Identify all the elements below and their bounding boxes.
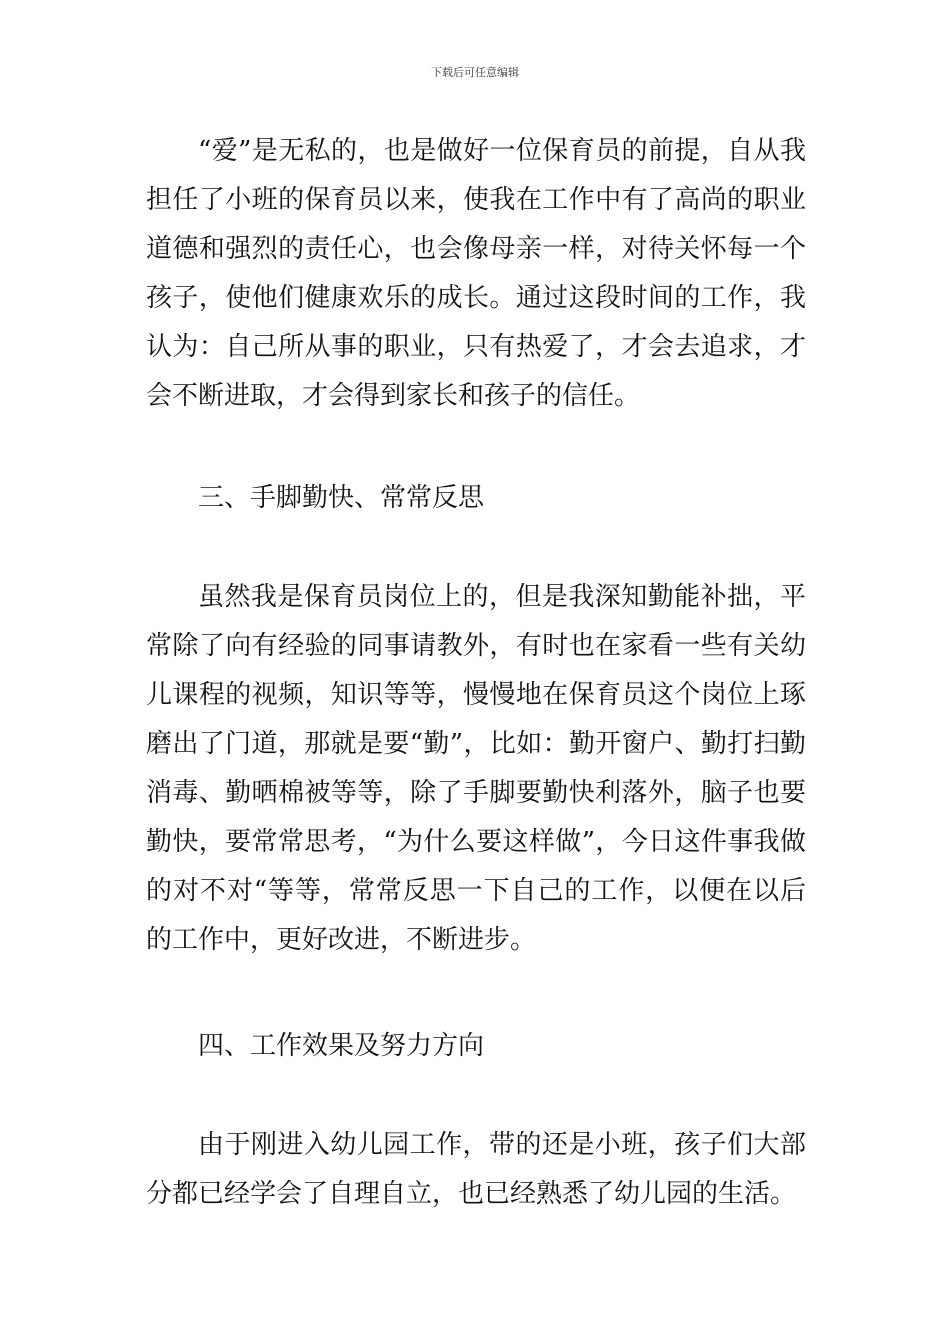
section-heading-3: [146, 474, 806, 523]
page-header: 下载后可任意编辑: [431, 66, 519, 79]
paragraph-text: “爱”是无私的，也是做好一位保育员的前提，自从我担任了小班的保育员以来，使我在工作中有了高尚的职业道德和强烈的责任心，也会像母亲一样，对待关怀每一个孩子，使他们健康欢乐的成长。通过这段时间的工作，我认为：自己所从事的职业，只有热爱了，才会去追求，才会不断进取，才会得到家长和孩子的信任。: [146, 136, 806, 411]
heading-text: 三、手脚勤快、常常反思: [198, 483, 485, 513]
heading-text: 四、工作效果及努力方向: [198, 1031, 485, 1061]
paragraph-text: 由于刚进入幼儿园工作，带的还是小班，孩子们大部分都已经学会了自理自立，也已经熟悉了幼儿园的生活。: [146, 1130, 806, 1209]
paragraph-love: [146, 127, 806, 421]
paragraph-results: [146, 1121, 806, 1219]
section-heading-4: [146, 1022, 806, 1071]
paragraph-text: 虽然我是保育员岗位上的，但是我深知勤能补拙，平常除了向有经验的同事请教外，有时也在家看一些有关幼儿课程的视频，知识等等，慢慢地在保育员这个岗位上琢磨出了门道，那就是要“勤”，比如：勤开窗户、勤打扫勤消毒、勤晒棉被等等，除了手脚要勤快利落外，脑子也要勤快，要常常思考，“为什么要这样做”，今日这件事我做的对不对“等等，常常反思一下自己的工作，以便在以后的工作中，更好改进，不断进步。: [146, 582, 806, 955]
paragraph-diligence: [146, 573, 806, 965]
